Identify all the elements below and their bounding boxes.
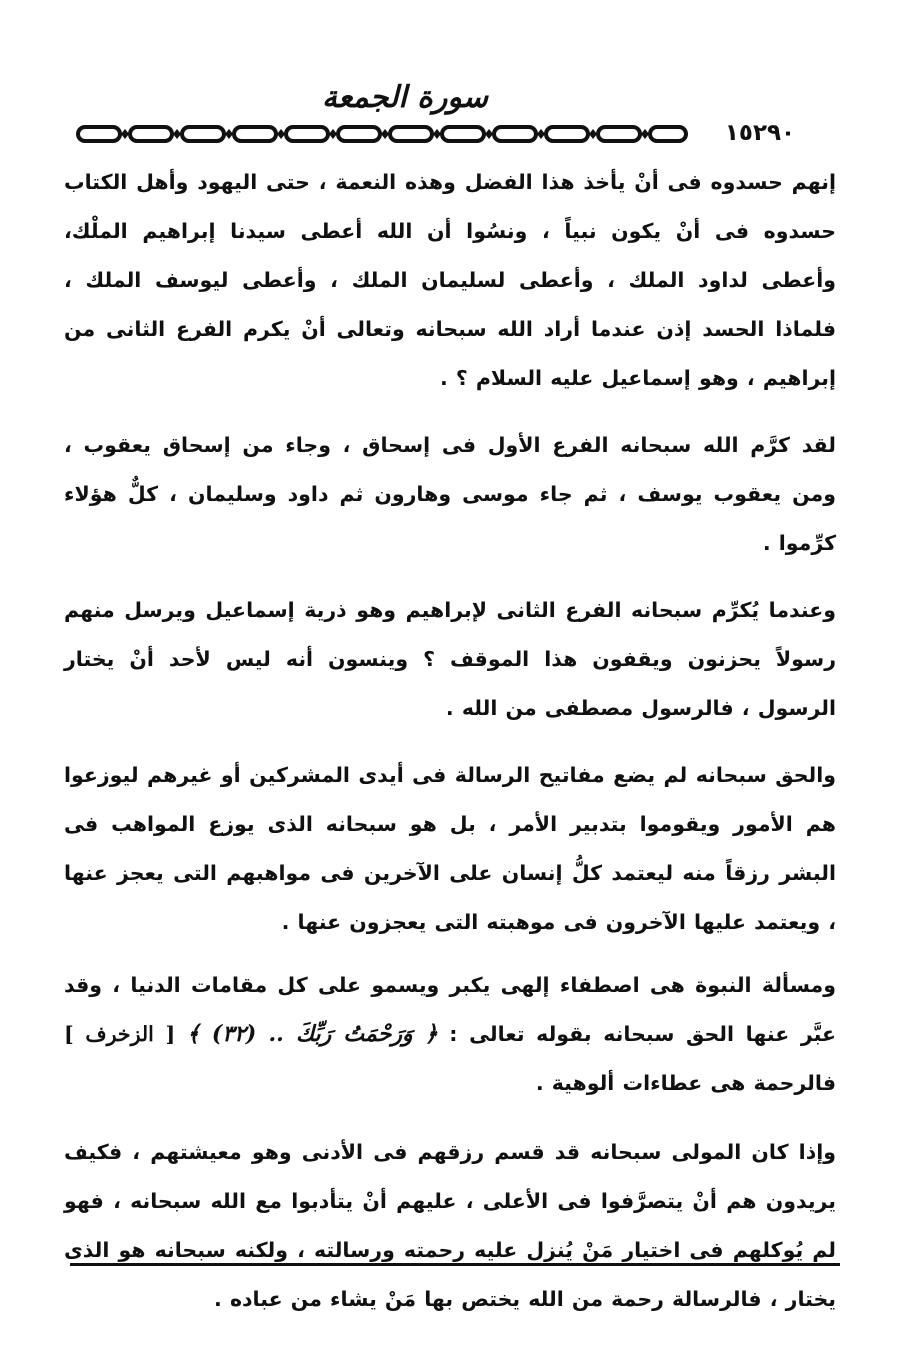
surah-reference: [ الزخرف ] [64,1022,176,1046]
paragraph: وإذا كان المولى سبحانه قد قسم رزقهم فى الأدنى وهو معيشتهم ، فكيف يريدون هم أنْ يتصرَّفوا فى الأعلى ، عليهم أنْ يتأدبوا مع الله سبحانه ، فهو لم يُوكلهم فى اختيار مَنْ يُنزل عليه رحمته ورسالته ، ولكنه سبحانه هو الذى يختار ، فالرسالة رحمة من الله يختص بها مَنْ يشاء من عباده . [64,1140,836,1311]
surah-title: سورة الجمعة [321,80,489,115]
ornament-border [72,123,692,145]
paragraph: لقد كرَّم الله سبحانه الفرع الأول فى إسحاق ، وجاء من إسحاق يعقوب ، ومن يعقوب يوسف ، ثم جاء موسى وهارون ثم داود وسليمان ، كلٌّ هؤلاء كرِّموا . [64,433,836,555]
footer-rule [70,1263,840,1266]
body-text [64,158,836,1324]
quran-verse: ﴿ وَرَحْمَتُ رَبِّكَ .. (٣٢) ﴾ [186,1021,438,1047]
paragraph: إنهم حسدوه فى أنْ يأخذ هذا الفضل وهذه النعمة ، حتى اليهود وأهل الكتاب حسدوه فى أنْ يكون نبياً ، ونسُوا أن الله أعطى سيدنا إبراهيم الملْك، وأعطى لداود الملك ، وأعطى لسليمان الملك ، وأعطى ليوسف الملك ، فلماذا الحسد إذن عندما أراد الله سبحانه وتعالى أنْ يكرم الفرع الثانى من إبراهيم ، وهو إسماعيل عليه السلام ؟ . [64,170,836,390]
paragraph: والحق سبحانه لم يضع مفاتيح الرسالة فى أيدى المشركين أو غيرهم ليوزعوا هم الأمور ويقوموا بتدبير الأمر ، بل هو سبحانه الذى يوزع المواهب فى البشر رزقاً منه ليعتمد كلُّ إنسان على الآخرين فى مواهبهم التى يعجز عنها ، ويعتمد عليها الآخرون فى موهبته التى يعجزون عنها . [64,763,836,934]
paragraph-with-verse [64,961,836,1108]
paragraph: وعندما يُكرِّم سبحانه الفرع الثانى لإبراهيم وهو ذرية إسماعيل ويرسل منهم رسولاً يحزنون ويقفون هذا الموقف ؟ وينسون أنه ليس لأحد أنْ يختار الرسول ، فالرسول مصطفى من الله . [64,598,836,720]
paragraph-text: فالرحمة هى عطاءات ألوهية . [535,1071,836,1095]
paragraph-text: ومسألة النبوة هى اصطفاء إلهى يكبر ويسمو على كل مقامات الدنيا ، وقد عبَّر عنها الحق سبحانه بقوله تعالى : [64,973,836,1046]
page-number: ١٥٢٩٠ [724,120,796,146]
